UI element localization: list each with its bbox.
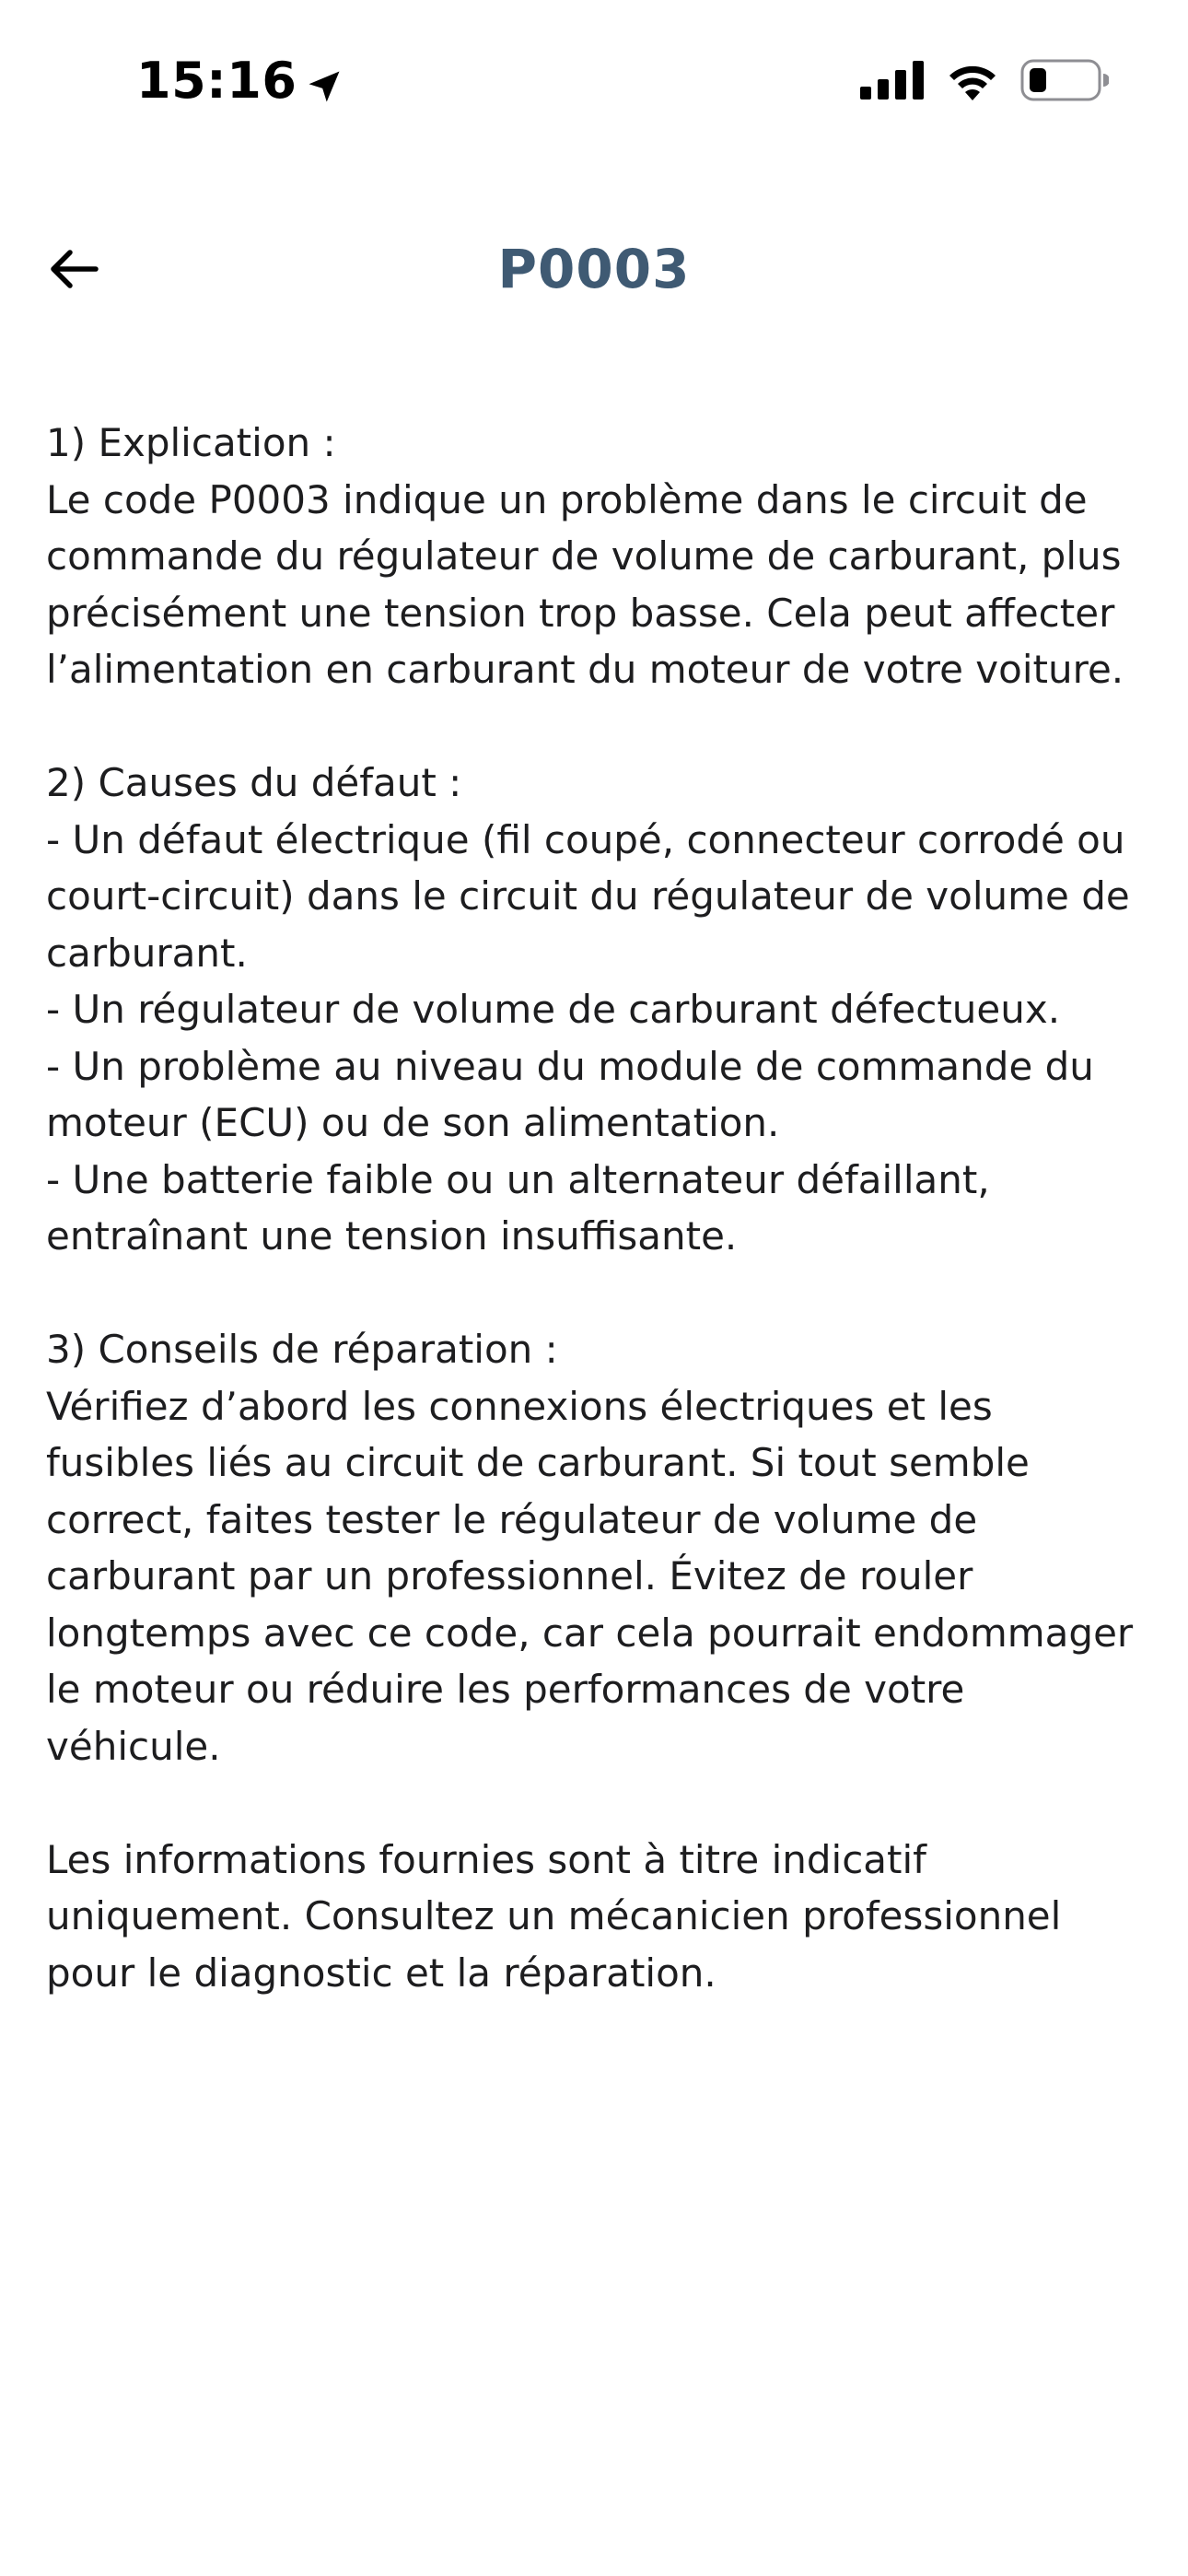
section-causes bbox=[46, 755, 1151, 1265]
cause-item: - Un problème au niveau du module de commande du moteur (ECU) ou de son alimentation. bbox=[46, 1043, 1094, 1145]
section-explication bbox=[46, 415, 1151, 698]
cause-item: - Une batterie faible ou un alternateur défaillant, entraînant une tension insuffisante. bbox=[46, 1156, 990, 1259]
location-arrow-icon bbox=[304, 61, 344, 101]
battery-low-icon bbox=[1020, 59, 1109, 106]
section-paragraph: Le code P0003 indique un problème dans le circuit de commande du régulateur de volume de carburant, plus précisément une tension trop basse. Cela peut affecter l’alimentation en carburant du moteur de votre voiture. bbox=[46, 476, 1124, 692]
status-time bbox=[136, 52, 344, 110]
section-paragraph: Vérifiez d’abord les connexions électriques et les fusibles liés au circuit de carburant. Si tout semble correct, faites tester le régulateur de volume de carburant par un professionnel. Évitez de rouler longtemps avec ce code, car cela pourrait endommager le moteur ou réduire les performances de votre véhicule. bbox=[46, 1383, 1134, 1769]
status-icons bbox=[860, 59, 1109, 106]
section-heading: 1) Explication : bbox=[46, 420, 336, 465]
disclaimer-text: Les informations fournies sont à titre indicatif uniquement. Consultez un mécanicien professionnel pour le diagnostic et la réparation. bbox=[46, 1836, 1062, 1996]
status-bar bbox=[0, 0, 1188, 166]
page-title: P0003 bbox=[497, 238, 691, 300]
disclaimer bbox=[46, 1832, 1151, 2002]
code-explanation-content bbox=[46, 415, 1151, 2058]
app-header bbox=[0, 203, 1188, 332]
cellular-signal-icon bbox=[860, 61, 925, 104]
cause-item: - Un régulateur de volume de carburant défectueux. bbox=[46, 987, 1061, 1032]
status-time-text: 15:16 bbox=[136, 52, 297, 110]
wifi-icon bbox=[945, 60, 1000, 105]
section-conseils bbox=[46, 1321, 1151, 1774]
section-heading: 3) Conseils de réparation : bbox=[46, 1327, 558, 1372]
section-heading: 2) Causes du défaut : bbox=[46, 760, 462, 805]
cause-item: - Un défaut électrique (fil coupé, connecteur corrodé ou court-circuit) dans le circuit du régulateur de volume de carburant. bbox=[46, 816, 1130, 976]
